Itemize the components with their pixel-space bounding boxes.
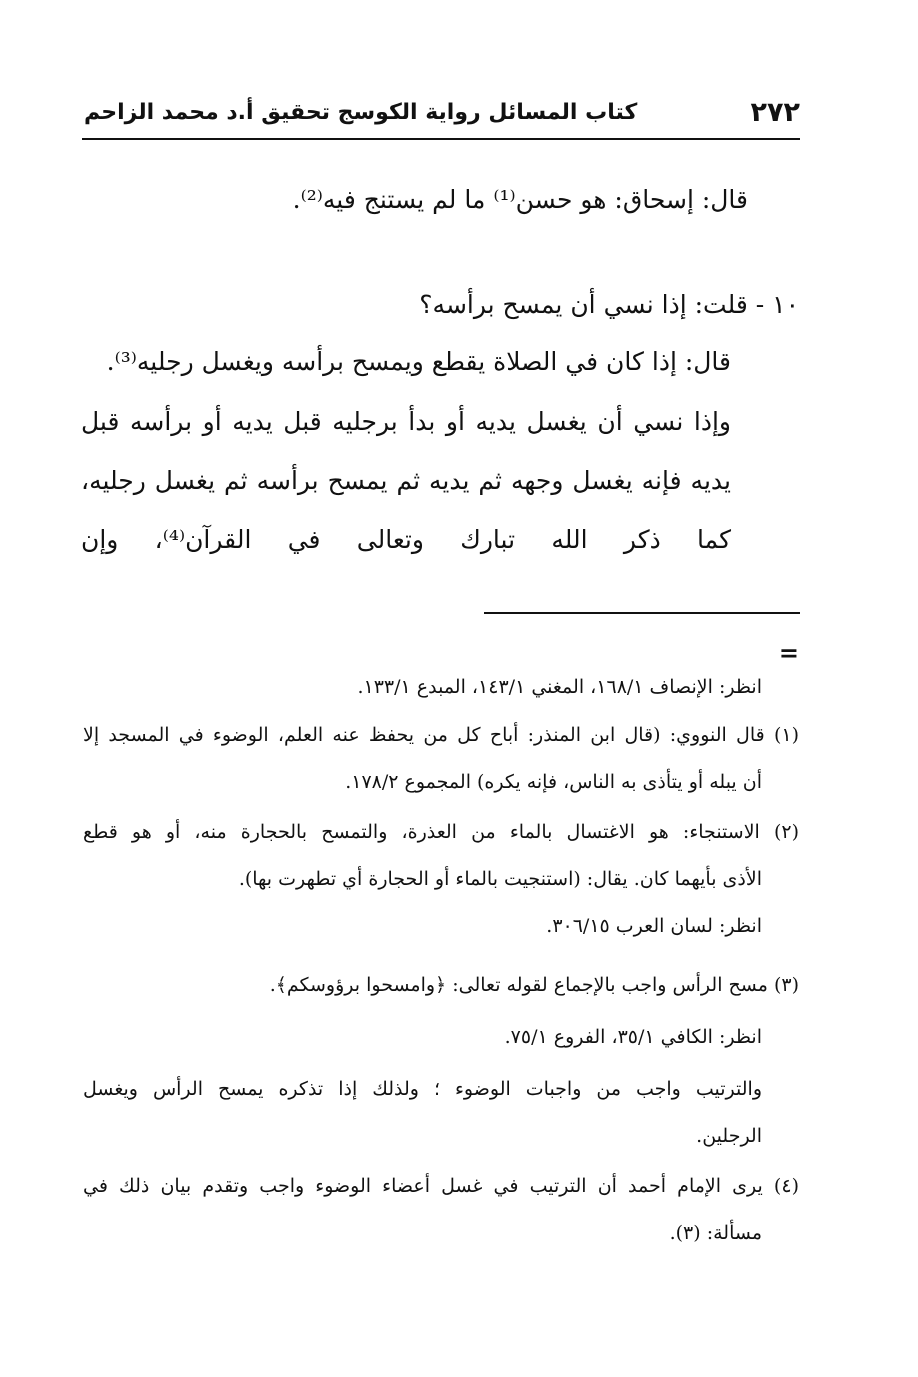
page-number: ٢٧٢ <box>750 96 800 128</box>
page-header <box>84 92 800 132</box>
header-rule <box>82 138 800 140</box>
footnote-1-line-1: (١) قال النووي: (قال ابن المنذر: أباح كل من يحفظ عنه العلم، الوضوء في المسجد إلا <box>83 724 799 746</box>
footnote-3-line-3: والترتيب واجب من واجبات الوضوء ؛ ولذلك إذا تذكره يمسح الرأس ويغسل <box>83 1078 762 1100</box>
question-10: ١٠ - قلت: إذا نسي أن يمسح برأسه؟ <box>419 290 799 319</box>
footnote-4-line-2: مسألة: (٣). <box>669 1222 762 1244</box>
footnote-2-line-3: انظر: لسان العرب ٣٠٦/١٥. <box>546 915 762 937</box>
footnote-1-line-2: أن يبله أو يتأذى به الناس، فإنه يكره) المجموع ١٧٨/٢. <box>345 771 762 793</box>
body-line-ishaq: قال: إسحاق: هو حسن⁽¹⁾ ما لم يستنج فيه⁽²⁾. <box>292 185 748 214</box>
footnote-2-line-2: الأذى بأيهما كان. يقال: (استنجيت بالماء أو الحجارة أي تطهرت بها). <box>238 868 762 890</box>
footnote-3-line-4: الرجلين. <box>696 1125 762 1147</box>
footnote-4-line-1: (٤) يرى الإمام أحمد أن الترتيب في غسل أعضاء الوضوء واجب وتقدم بيان ذلك في <box>83 1175 799 1197</box>
running-title: كتاب المسائل رواية الكوسج تحقيق أ.د محمد الزاحم <box>84 99 638 125</box>
answer-line-4: كما ذكر الله تبارك وتعالى في القرآن⁽⁴⁾، وإن <box>81 525 732 554</box>
footnote-2-line-1: (٢) الاستنجاء: هو الاغتسال بالماء من العذرة، والتمسح بالحجارة منه، أو هو قطع <box>83 821 799 843</box>
footnote-3-line-1: (٣) مسح الرأس واجب بالإجماع لقوله تعالى: ﴿وامسحوا برؤوسكم﴾. <box>269 974 799 996</box>
answer-line-1: قال: إذا كان في الصلاة يقطع ويمسح برأسه ويغسل رجليه⁽³⁾. <box>106 347 731 376</box>
answer-line-3: يديه فإنه يغسل وجهه ثم يديه ثم يمسح برأسه ثم يغسل رجليه، <box>81 466 731 495</box>
footnote-divider <box>484 612 800 614</box>
answer-line-2: وإذا نسي أن يغسل يديه أو بدأ برجليه قبل يديه أو برأسه قبل <box>81 407 731 436</box>
footnote-3-line-2: انظر: الكافي ٣٥/١، الفروع ٧٥/١. <box>504 1026 762 1048</box>
footnote-previous: انظر: الإنصاف ١٦٨/١، المغني ١٤٣/١، المبدع ١٣٣/١. <box>357 676 762 698</box>
footnote-continuation-mark: = <box>778 638 799 667</box>
